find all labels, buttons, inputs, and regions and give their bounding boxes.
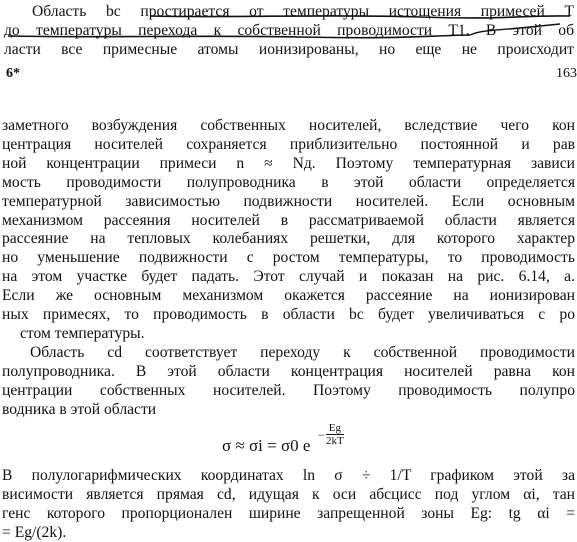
body-line: ной концентрации примеси n ≈ Nд. Поэтому температурная зависи (2, 154, 575, 172)
body-line: центрация носителей сохраняется приблизительно постоянной и рав (2, 135, 575, 153)
body-line: ных примесях, то проводимость в области bc будет увеличиваться с ро (2, 306, 575, 324)
body-line: мость проводимости полупроводника в этой области определяется (2, 173, 575, 191)
tail-paragraph (2, 466, 575, 542)
body-line: температурной зависимостью подвижности носителей. Если основным (2, 192, 575, 210)
handwritten-underline-marks (0, 0, 577, 60)
body-line: на этом участке будет падать. Этот случай и показан на рис. 6.14, а. (2, 268, 575, 286)
body-line: центрации собственных носителей. Поэтому проводимость полупро (2, 381, 575, 399)
body-line: заметного возбуждения собственных носителей, вследствие чего кон (2, 117, 575, 134)
tail-line: = Eg/(2k). (2, 524, 67, 541)
page-footer (0, 58, 577, 82)
top-line-1: Область bc простирается от температуры истощения примесей T (32, 3, 574, 20)
exponent-denominator: 2kT (326, 435, 344, 447)
main-paragraph (2, 117, 575, 420)
body-line: рассеяние на тепловых колебаниях решетки, для которого характер (2, 230, 575, 248)
exponent-numerator: Eg (326, 422, 344, 435)
tail-line: генс которого пропорционален ширине запрещенной зоны Eg: tg αi = (2, 505, 575, 522)
body-line: Если же основным механизмом окажется рассеяние на ионизирован (2, 287, 575, 305)
body-line: механизмом рассеяния носителей в рассматриваемой области является (2, 211, 575, 229)
body-line: водника в этой области (2, 400, 157, 418)
formula-exponent (326, 422, 344, 447)
top-line-2: до температуры перехода к собственной проводимости T1. В этой об (4, 22, 574, 39)
page-gap (0, 88, 577, 106)
formula-exp-sign: − (318, 428, 325, 442)
page-number: 163 (556, 66, 577, 81)
top-line-3: ласти все примесные атомы ионизированы, но еще не происходит (4, 41, 574, 58)
body-line: но уменьшение подвижности с ростом температуры, то проводимость (2, 249, 575, 267)
body-line: Область cd соответствует переходу к собственной проводимости (30, 343, 575, 361)
footer-signature-mark: 6* (6, 66, 20, 81)
formula (0, 422, 577, 462)
formula-main: σ ≈ σi = σ0 e (222, 436, 311, 455)
body-line: стом температуры. (20, 324, 145, 342)
tail-line: В полулогарифмических координатах ln σ ÷ 1/T графиком этой за (2, 467, 575, 484)
tail-line: висимости является прямая cd, идущая к оси абсцисс под углом αi, тан (2, 486, 575, 503)
body-line: полупроводника. В этой области концентрация носителей равна кон (2, 362, 575, 380)
